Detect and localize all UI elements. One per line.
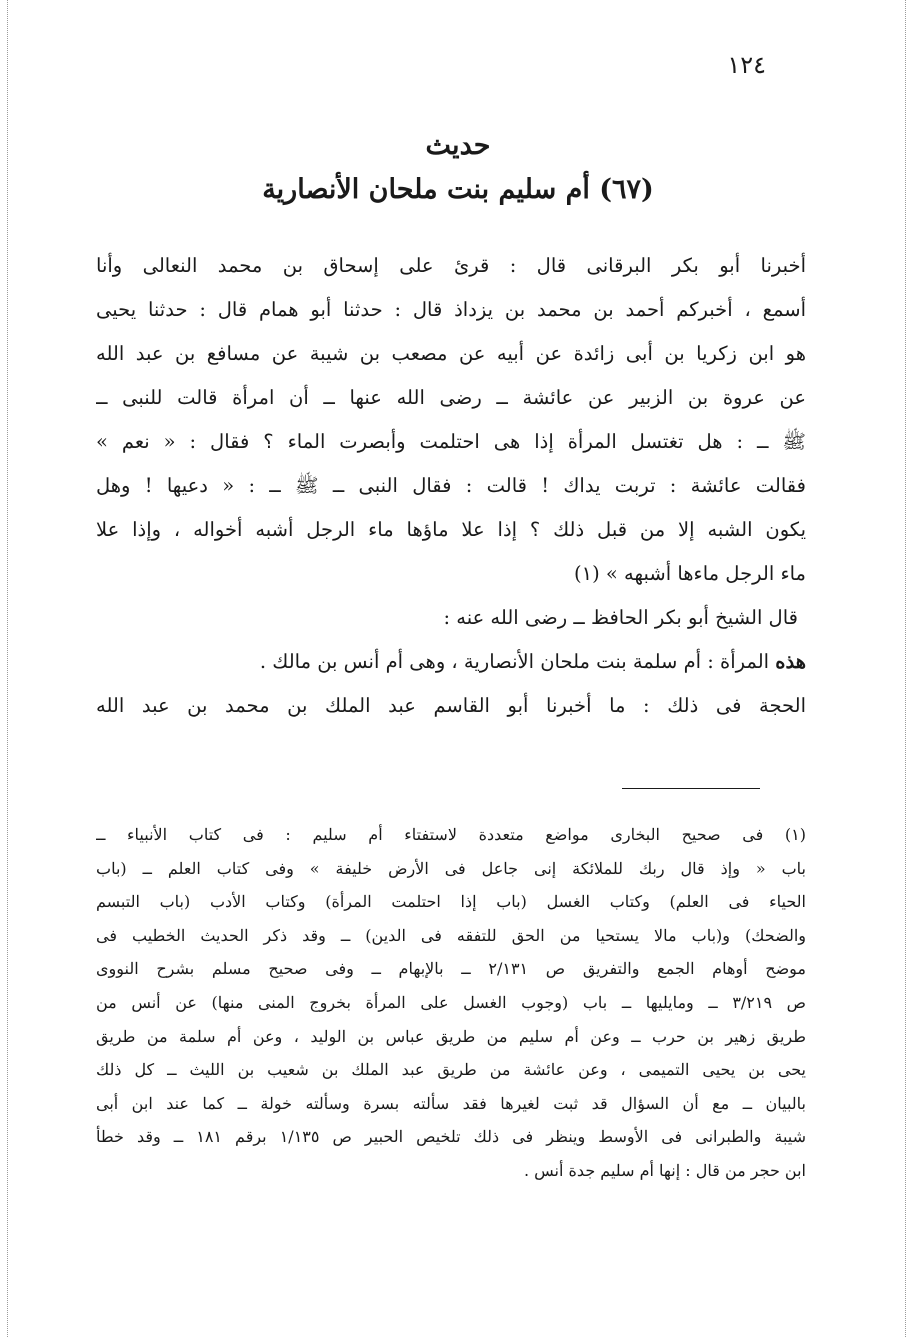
footnote-line: شيبة والطبرانى فى الأوسط وينظر فى ذلك تلخيص الحبير ص ١/١٣٥ برقم ١٨١ ــ وقد خطأ [96, 1127, 806, 1147]
text-line: عن عروة بن الزبير عن عائشة ــ رضى الله عنها ــ أن امرأة قالت للنبى ــ [96, 386, 806, 409]
footnote-line: الحياء فى العلم) وكتاب الغسل (باب إذا احتلمت المرأة) وكتاب الأدب (باب التبسم [96, 892, 806, 912]
text-line: فقالت عائشة : تربت يداك ! قالت : فقال النبى ــ ﷺ ــ : « دعيها ! وهل [96, 474, 806, 497]
remark-identity [96, 640, 806, 684]
chapter-title: (٦٧) أم سليم بنت ملحان الأنصارية [262, 174, 654, 205]
footnote-line: (١) فى صحيح البخارى مواضع متعددة لاستفتاء أم سليم : فى كتاب الأنبياء ــ [96, 825, 806, 844]
footnote-line: ص ٣/٢١٩ ــ ومايليها ــ باب (وجوب الغسل على المرأة بخروج المنى منها) عن أنس من [96, 992, 806, 1012]
footnote-line: والضحك) و(باب مالا يستحيا من الحق للتفقه فى الدين) ــ وقد ذكر الحديث الخطيب فى [96, 925, 806, 945]
identity-text: المرأة : أم سلمة بنت ملحان الأنصارية ، وهى أم أنس بن مالك . [259, 650, 776, 673]
remark-evidence: الحجة فى ذلك : ما أخبرنا أبو القاسم عبد الملك بن محمد بن عبد الله [96, 694, 806, 717]
footnote-line: موضح أوهام الجمع والتفريق ص ٢/١٣١ ــ بالإبهام ــ وفى صحيح مسلم بشرح النووى [96, 959, 806, 979]
lead-word: هذه [775, 650, 806, 673]
page-number: ١٢٤ [727, 51, 766, 79]
section-heading: حديث [425, 130, 491, 161]
text-line: ماء الرجل ماءها أشبهه » (١) [574, 562, 806, 585]
hadith-text [96, 244, 806, 728]
footnote-line: بالبيان ــ مع أن السؤال قد ثبت لغيرها فقد سألته بسرة وسألته خولة ــ كما عند ابن أبى [96, 1093, 806, 1113]
text-line: هو ابن زكريا بن أبى زائدة عن أبيه عن مصعب بن شيبة عن مسافع بن عبد الله [96, 342, 806, 365]
remark-intro: قال الشيخ أبو بكر الحافظ ــ رضى الله عنه : [443, 606, 798, 629]
footnote-line: يحى بن يحيى التميمى ، وعن عائشة من طريق عبد الملك بن شعيب بن الليث ــ كل ذلك [96, 1060, 806, 1080]
footnote-separator [622, 788, 760, 789]
text-line: أسمع ، أخبركم أحمد بن محمد بن يزداذ قال : حدثنا أبو همام قال : حدثنا يحيى [96, 298, 806, 321]
footnote-line: باب « وإذ قال ربك للملائكة إنى جاعل فى الأرض خليفة » وفى كتاب العلم ــ (باب [96, 858, 806, 878]
text-line: ﷺ ــ : هل تغتسل المرأة إذا هى احتلمت وأبصرت الماء ؟ فقال : « نعم » [96, 430, 806, 453]
footnote-line: ابن حجر من قال : إنها أم سليم جدة أنس . [523, 1160, 806, 1180]
footnotes [96, 818, 806, 1188]
text-line: يكون الشبه إلا من قبل ذلك ؟ إذا علا ماؤها ماء الرجل أشبه أخواله ، وإذا علا [96, 518, 806, 541]
footnote-line: طريق زهير بن حرب ــ وعن أم سليم من طريق عباس بن الوليد ، وعن أم سلمة من طريق [96, 1026, 806, 1046]
text-line: أخبرنا أبو بكر البرقانى قال : قرئ على إسحاق بن محمد النعالى وأنا [96, 254, 806, 277]
